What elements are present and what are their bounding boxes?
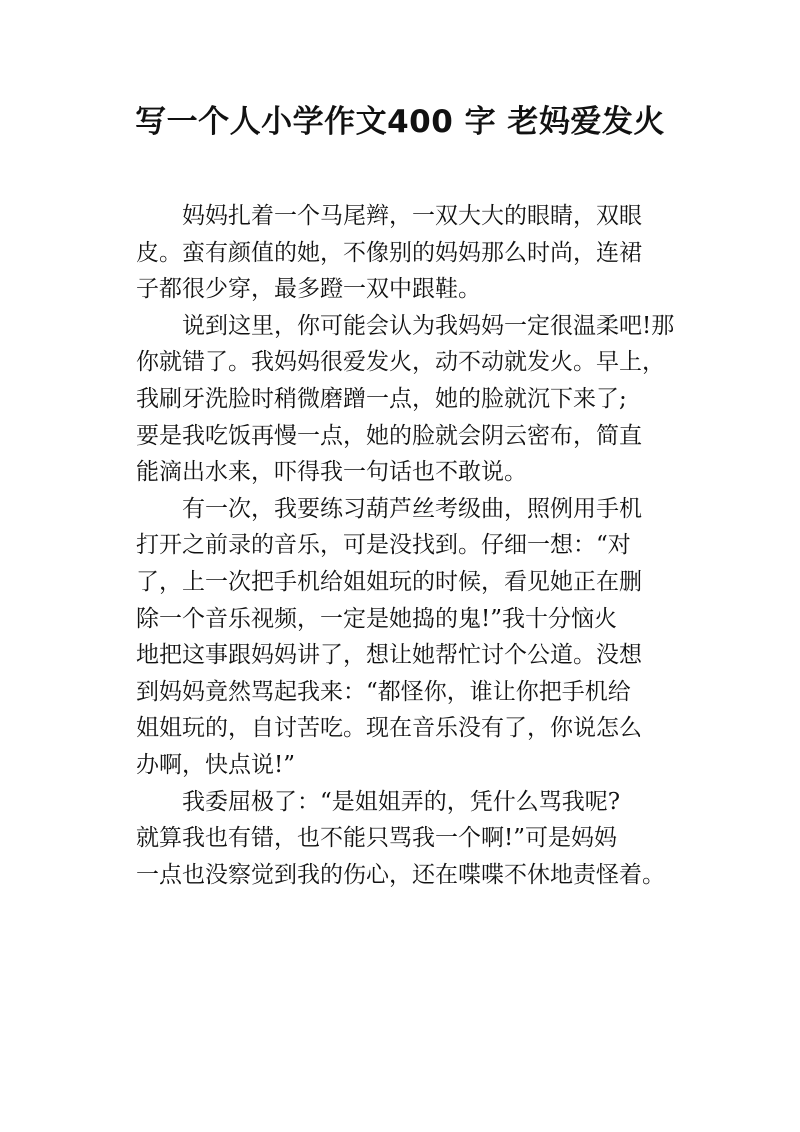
text-line: 到妈妈竟然骂起我来：“都怪你，谁让你把手机给 [136,678,631,705]
text-line: 就算我也有错，也不能只骂我一个啊!”可是妈妈 [136,825,618,852]
text-line: 你就错了。我妈妈很爱发火，动不动就发火。早上， [136,349,665,376]
text-line: 姐姐玩的，自讨苦吃。现在音乐没有了，你说怎么 [136,715,642,742]
text-line: 打开之前录的音乐，可是没找到。仔细一想：“对 [136,532,631,559]
text-line: 我刷牙洗脸时稍微磨蹭一点，她的脸就沉下来了; [136,385,627,412]
text-line: 妈妈扎着一个马尾辫，一双大大的眼睛，双眼 [182,203,642,229]
text-line: 能滴出水来，吓得我一句话也不敢说。 [136,459,527,486]
text-line: 一点也没察觉到我的伤心，还在喋喋不休地责怪着。 [136,861,665,888]
text-line: 说到这里，你可能会认为我妈妈一定很温柔吧!那 [182,312,675,339]
text-line: 我委屈极了：“是姐姐弄的，凭什么骂我呢? [182,788,621,815]
document-body [136,198,716,893]
text-line: 了，上一次把手机给姐姐玩的时候，看见她正在删 [136,568,642,595]
text-line: 除一个音乐视频，一定是她捣的鬼!”我十分恼火 [136,605,618,632]
text-line: 子都很少穿，最多蹬一双中跟鞋。 [136,276,481,303]
document-title: 写一个人小学作文400 字 老妈爱发火 [135,104,665,140]
text-line: 办啊，快点说!” [136,751,296,778]
text-line: 皮。蛮有颜值的她，不像别的妈妈那么时尚，连裙 [136,239,642,266]
text-line: 要是我吃饭再慢一点，她的脸就会阴云密布，简直 [136,422,642,449]
text-line: 地把这事跟妈妈讲了，想让她帮忙讨个公道。没想 [136,642,642,669]
text-line: 有一次，我要练习葫芦丝考级曲，照例用手机 [182,495,642,522]
